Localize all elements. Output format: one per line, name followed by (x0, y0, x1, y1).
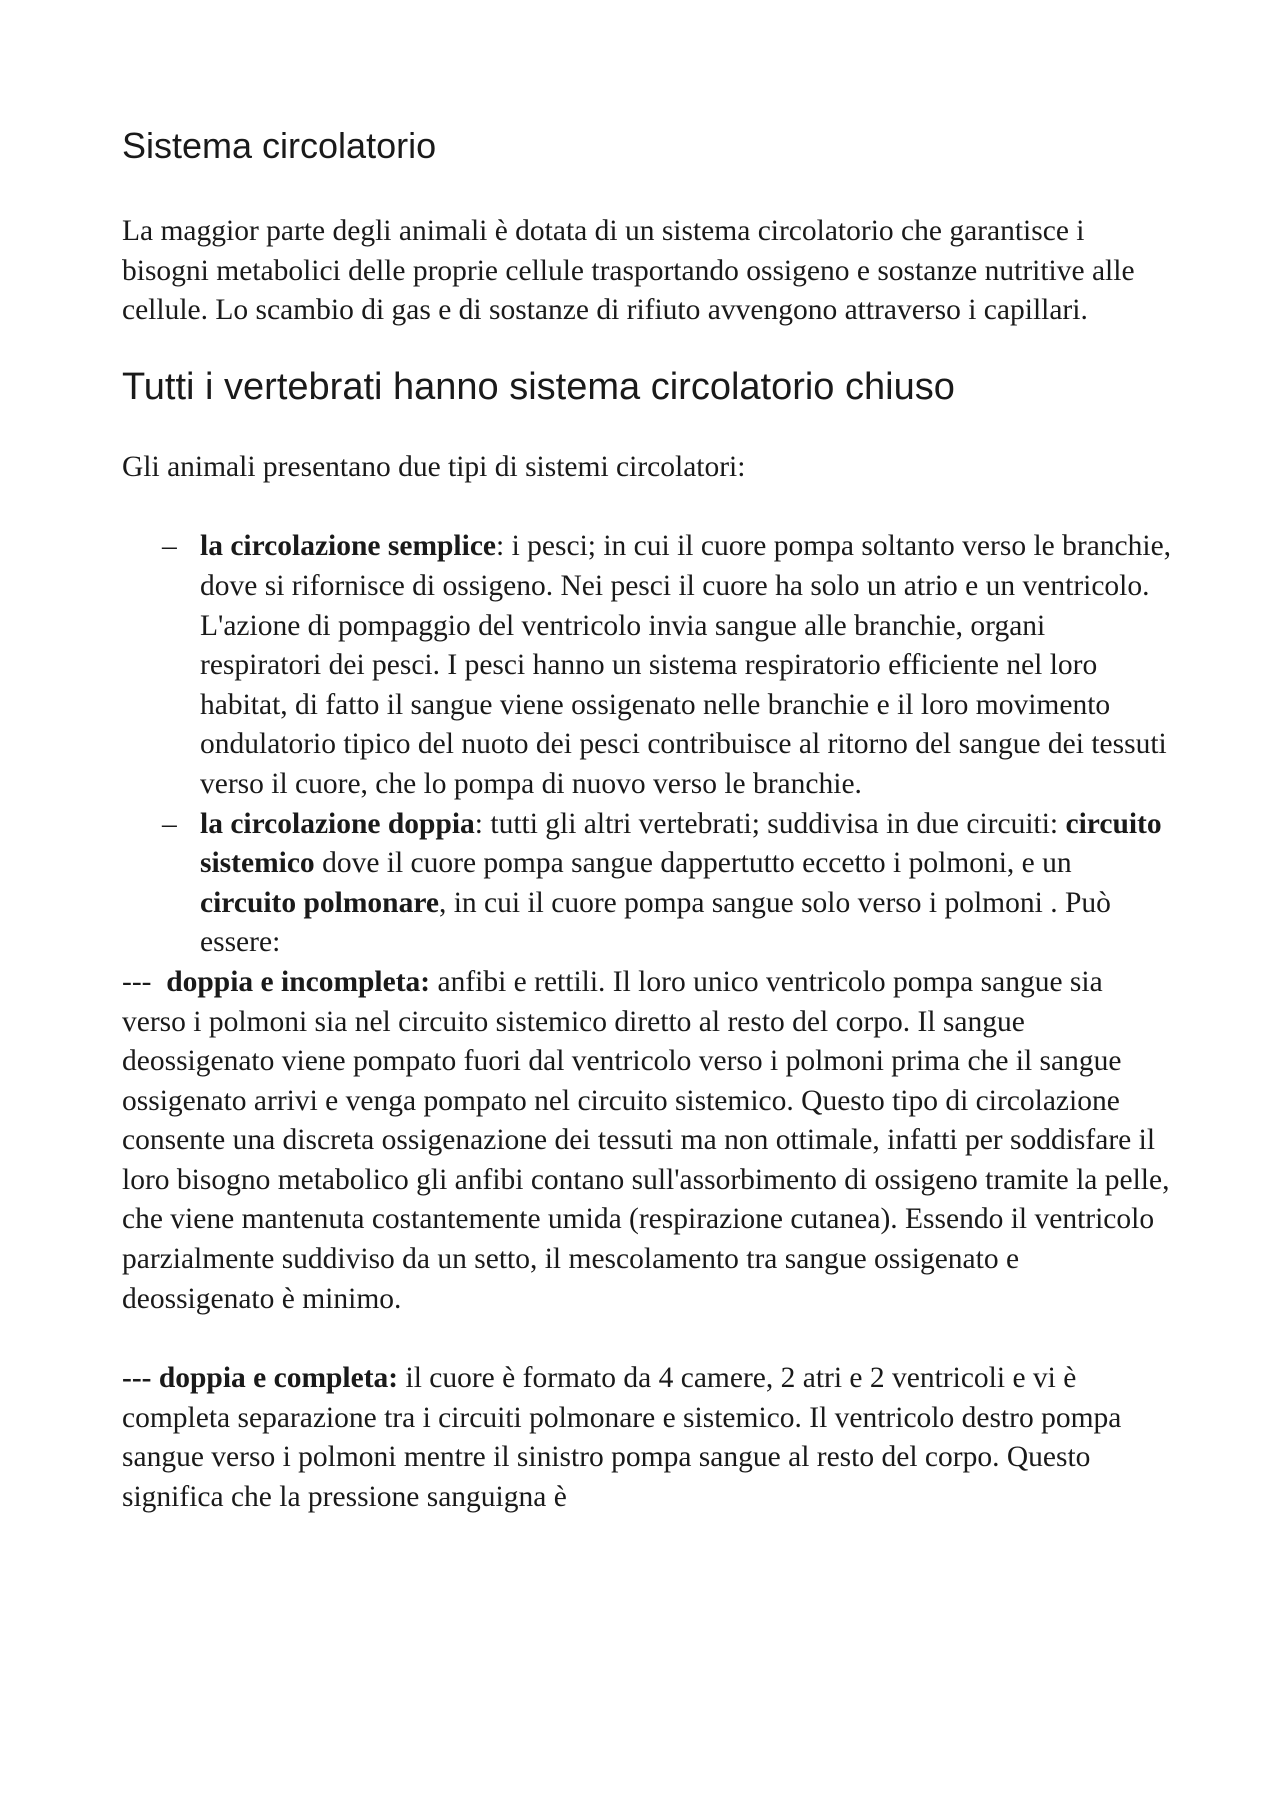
systemic-circuit-term: circuito sistemico (200, 807, 1162, 880)
circulation-types-list (122, 527, 1172, 963)
simple-circulation-term: la circolazione semplice (200, 530, 497, 563)
list-item-simple (122, 527, 1172, 804)
double-circulation-text-3: , in cui il cuore pompa sangue solo verso i polmoni . Può essere: (200, 886, 1111, 959)
simple-circulation-text: : i pesci; in cui il cuore pompa soltanto verso le branchie, dove si rifornisce di ossigeno. Nei pesci il cuore ha solo un atrio e un ventricolo. L'azione di pompaggio del ventricolo invia sangue alle branchie, organi respiratori dei pesci. I pesci hanno un sistema respiratorio efficiente nel loro habitat, di fatto il sangue viene ossigenato nelle branchie e il loro movimento ondulatorio tipico del nuoto dei pesci contribuisce al ritorno del sangue dei tessuti verso il cuore, che lo pompa di nuovo verso le branchie. (200, 530, 1172, 800)
list-dash: – (162, 807, 177, 840)
double-circulation-text-2: dove il cuore pompa sangue dappertutto eccetto i polmoni, e un (314, 847, 1072, 880)
list-item-double (122, 805, 1172, 963)
list-dash: – (162, 530, 177, 563)
types-intro-paragraph: Gli animali presentano due tipi di sistemi circolatori: (122, 450, 746, 483)
incomplete-term: doppia e incompleta: (166, 965, 431, 998)
double-circulation-text: : tutti gli altri vertebrati; suddivisa in due circuiti: (474, 807, 1066, 840)
double-circulation-term: la circolazione doppia (200, 807, 475, 840)
incomplete-prefix: --- (122, 965, 167, 998)
intro-paragraph: La maggior parte degli animali è dotata di un sistema circolatorio che garantisce i bisogni metabolici delle proprie cellule trasportando ossigeno e sostanze nutritive alle cellule. Lo scambio di gas e di sostanze di rifiuto avvengono attraverso i capillari. (122, 215, 1135, 327)
complete-text: il cuore è formato da 4 camere, 2 atri e 2 ventricoli e vi è completa separazione tra i circuiti polmonare e sistemico. Il ventricolo destro pompa sangue verso i polmoni mentre il sinistro pompa sangue al resto del corpo. Questo significa che la pressione sanguigna è (122, 1362, 1122, 1514)
document-page (122, 122, 1172, 1518)
page-title: Sistema circolatorio (122, 125, 437, 166)
incomplete-paragraph (122, 963, 1172, 1319)
complete-paragraph (122, 1359, 1172, 1517)
section-heading: Tutti i vertebrati hanno sistema circolatorio chiuso (122, 365, 955, 408)
complete-term: --- doppia e completa: (122, 1362, 399, 1395)
pulmonary-circuit-term: circuito polmonare (200, 886, 439, 919)
incomplete-text: anfibi e rettili. Il loro unico ventricolo pompa sangue sia verso i polmoni sia nel circuito sistemico diretto al resto del corpo. Il sangue deossigenato viene pompato fuori dal ventricolo verso i polmoni prima che il sangue ossigenato arrivi e venga pompato nel circuito sistemico. Questo tipo di circolazione consente una discreta ossigenazione dei tessuti ma non ottimale, infatti per soddisfare il loro bisogno metabolico gli anfibi contano sull'assorbimento di ossigeno tramite la pelle, che viene mantenuta costantemente umida (respirazione cutanea). Essendo il ventricolo parzialmente suddiviso da un setto, il mescolamento tra sangue ossigenato e deossigenato è minimo. (122, 965, 1170, 1315)
